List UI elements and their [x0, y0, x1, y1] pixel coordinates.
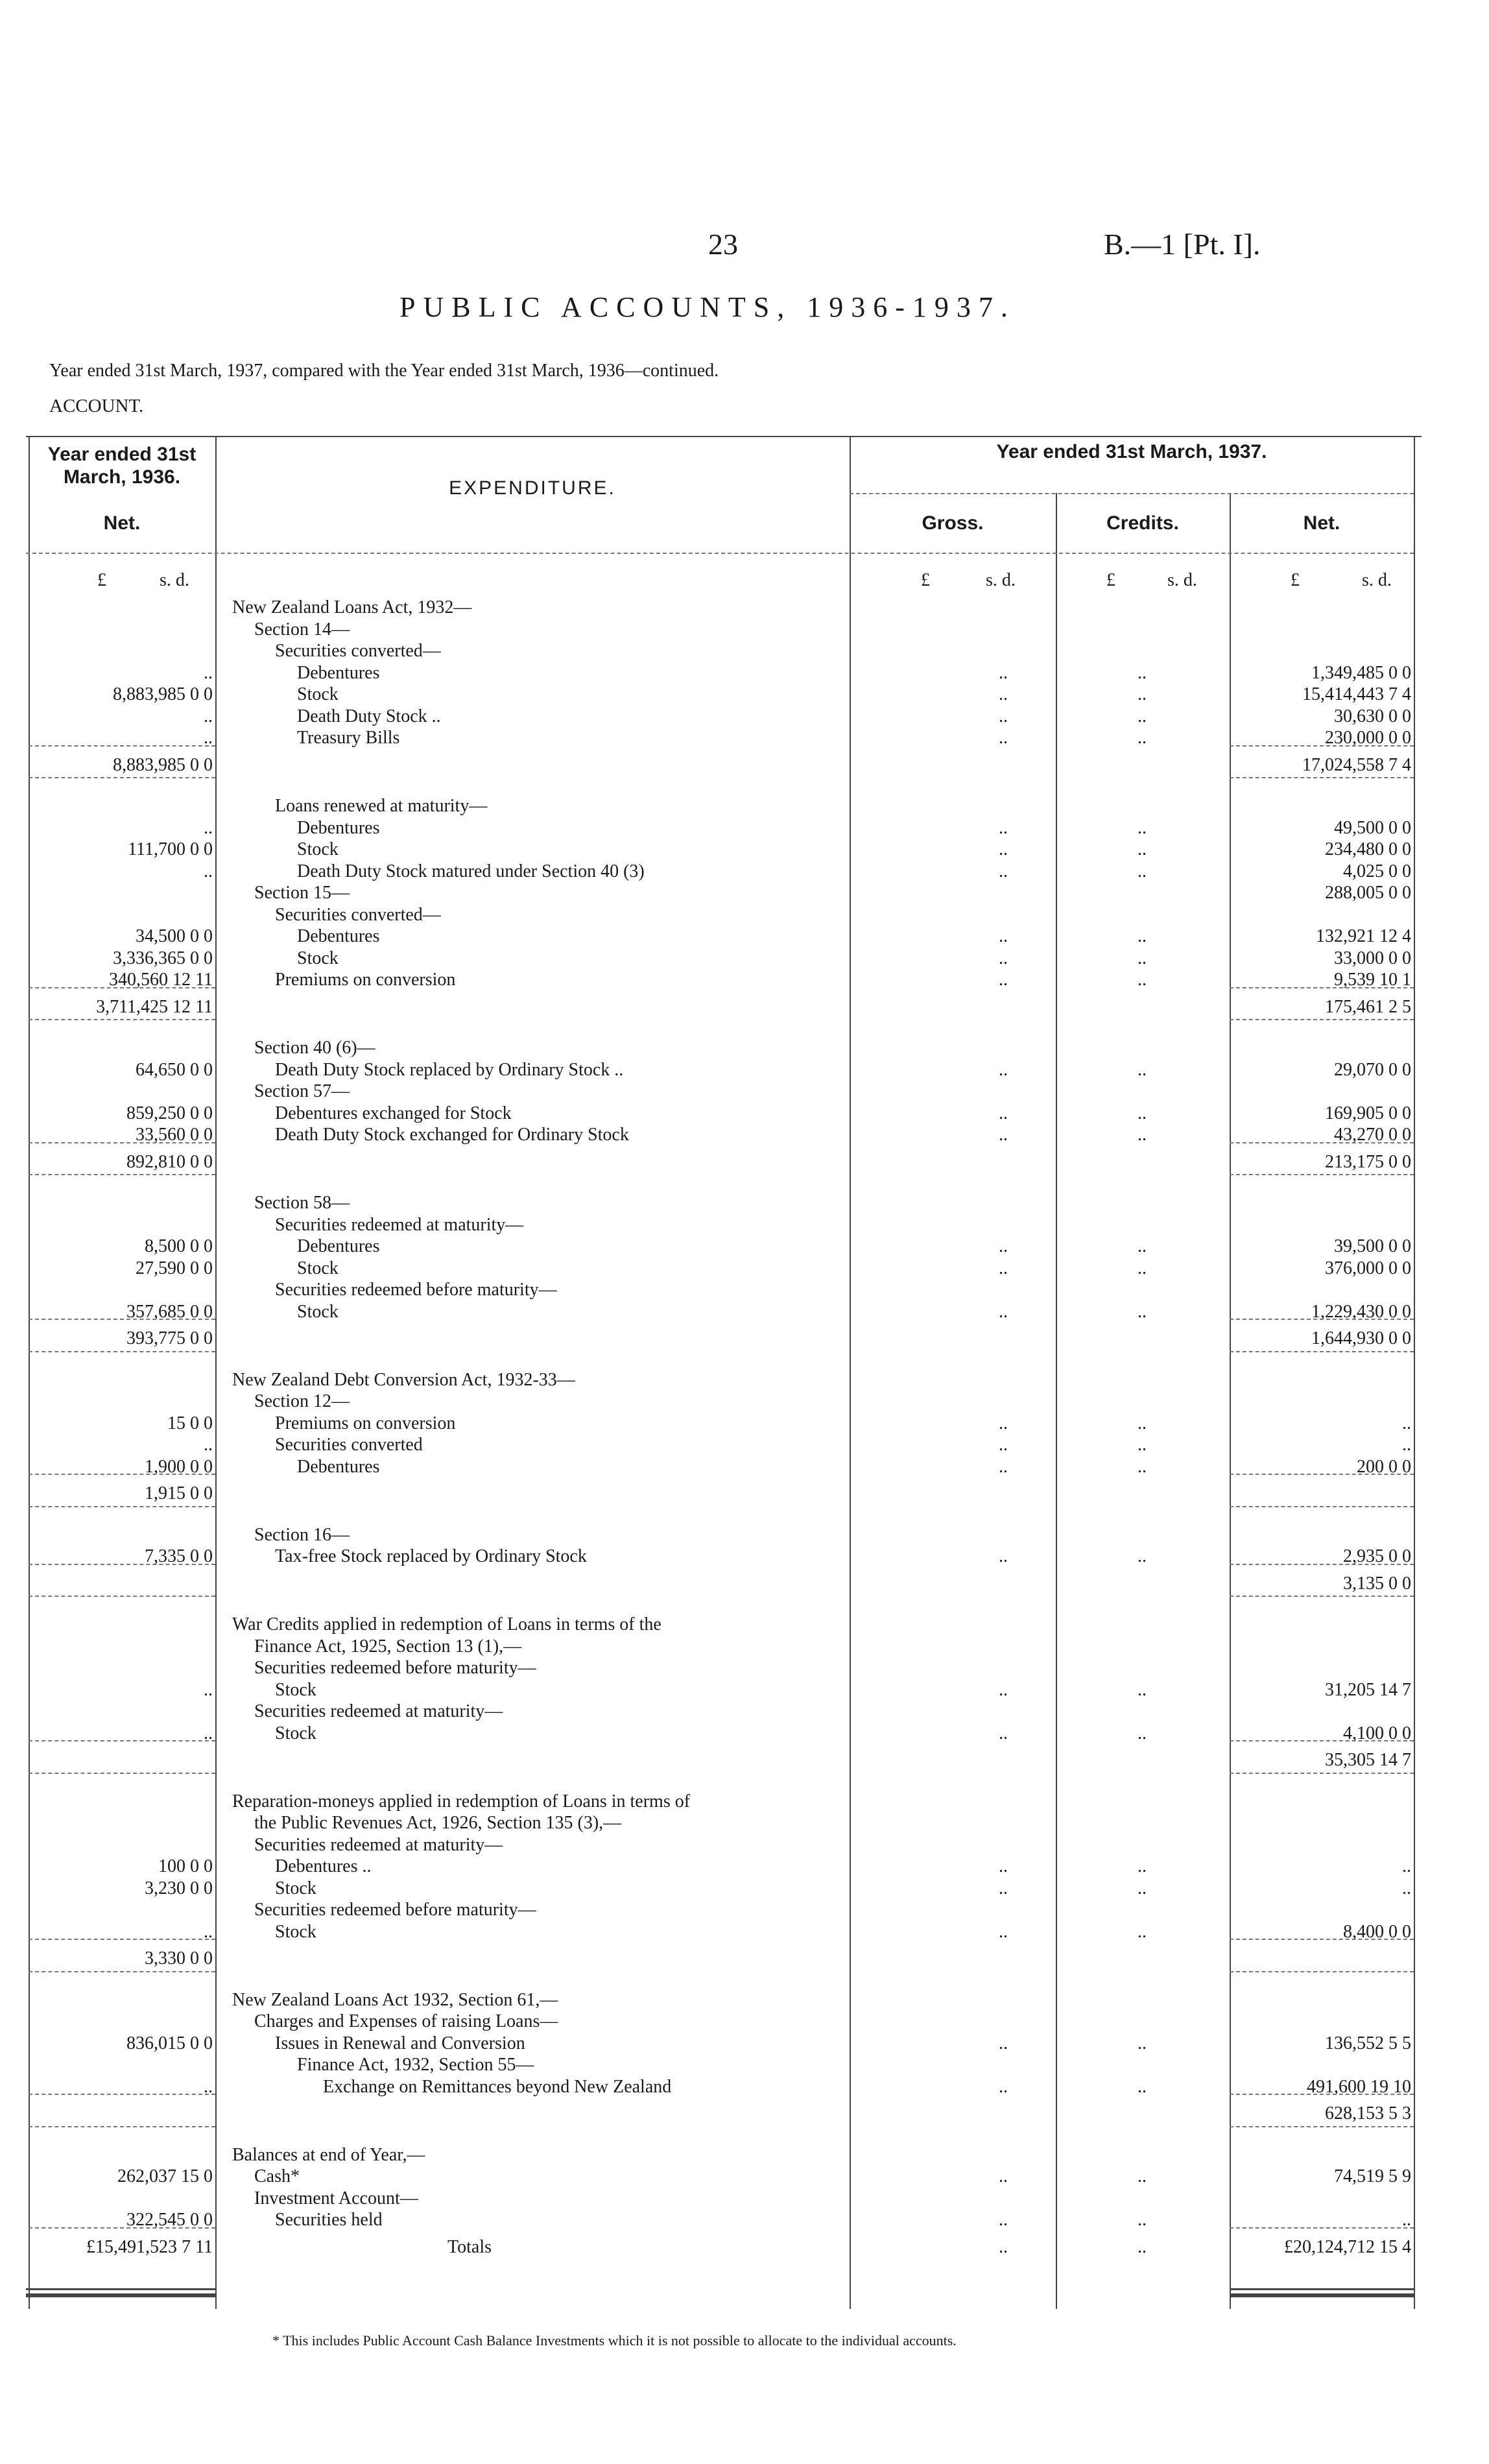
credits-value: .. [1138, 861, 1147, 881]
row-label: Death Duty Stock matured under Section 40 (3) [297, 861, 645, 881]
subtotal-rule [1230, 1506, 1414, 1507]
credits-value: .. [1138, 728, 1147, 748]
net-value: 213,175 0 0 [1325, 1151, 1411, 1172]
row-label: Stock [297, 684, 339, 704]
gross-value: .. [999, 662, 1008, 683]
prev-sd-unit: s. d. [160, 570, 189, 590]
row-label: Securities redeemed at maturity— [254, 1834, 503, 1855]
prev-net-value: 393,775 0 0 [126, 1328, 213, 1348]
row-label: Tax-free Stock replaced by Ordinary Stock [275, 1546, 587, 1566]
prev-net-value: 15 0 0 [167, 1413, 213, 1433]
prev-net-value: 1,915 0 0 [145, 1483, 213, 1503]
gross-value: .. [999, 1679, 1008, 1700]
prev-net-value: 340,560 12 11 [109, 970, 213, 990]
net-value: .. [1402, 1435, 1411, 1455]
subtotal-rule [1230, 1939, 1414, 1940]
net-value: £20,124,712 15 4 [1284, 2236, 1411, 2257]
prev-net-value: 7,335 0 0 [145, 1546, 213, 1566]
prev-net-value: 33,560 0 0 [136, 1125, 213, 1145]
row-label: Securities redeemed before maturity— [254, 1900, 536, 1920]
prev-net-value: £15,491,523 7 11 [86, 2236, 213, 2257]
row-label: Stock [297, 839, 339, 859]
subtotal-rule [1230, 1596, 1414, 1597]
credits-sd-unit: s. d. [1167, 570, 1197, 590]
prev-net-value: 3,230 0 0 [145, 1878, 213, 1898]
subtotal-rule [29, 1174, 215, 1175]
net-value: 8,400 0 0 [1343, 1921, 1411, 1942]
subtotal-rule [1230, 2126, 1414, 2127]
row-label: Stock [275, 1723, 316, 1743]
net-header: Net. [1303, 512, 1340, 534]
credits-value: .. [1138, 1878, 1147, 1898]
prev-net-value: 8,883,985 0 0 [113, 684, 213, 704]
credits-value: .. [1138, 2076, 1147, 2097]
net-value: 175,461 2 5 [1325, 996, 1411, 1017]
row-label: Investment Account— [254, 2188, 418, 2208]
net-value: 29,070 0 0 [1334, 1059, 1411, 1080]
gross-value: .. [999, 817, 1008, 838]
account-label: ACCOUNT. [49, 396, 144, 416]
net-value: 376,000 0 0 [1325, 1258, 1411, 1278]
net-value: 30,630 0 0 [1334, 706, 1411, 726]
subtotal-rule [1230, 1564, 1414, 1565]
credits-value: .. [1138, 1723, 1147, 1743]
row-label: Stock [275, 1921, 316, 1942]
row-label: Cash* [254, 2166, 300, 2186]
net-value: 74,519 5 9 [1334, 2166, 1411, 2186]
prev-net-value: 27,590 0 0 [136, 1258, 213, 1278]
prev-net-value: 1,900 0 0 [145, 1456, 213, 1477]
net-pound-unit: £ [1291, 570, 1300, 590]
credits-value: .. [1138, 926, 1147, 946]
row-label: Securities held [275, 2210, 383, 2230]
row-label: New Zealand Loans Act 1932, Section 61,— [232, 1989, 558, 2010]
row-label: Death Duty Stock .. [297, 706, 441, 726]
subtotal-rule [29, 987, 215, 988]
subtotal-rule [29, 745, 215, 747]
subtotal-rule [1230, 1174, 1414, 1175]
prev-net-value: 262,037 15 0 [117, 2166, 213, 2186]
row-label: Stock [297, 1258, 339, 1278]
gross-value: .. [999, 1546, 1008, 1566]
row-label: Securities converted— [275, 641, 441, 661]
credits-value: .. [1138, 706, 1147, 726]
net-value: 15,414,443 7 4 [1302, 684, 1411, 704]
gross-value: .. [999, 2166, 1008, 2186]
net-value: .. [1402, 1878, 1411, 1898]
credits-value: .. [1138, 1103, 1147, 1123]
row-label: Securities redeemed before maturity— [254, 1658, 536, 1678]
row-label: Premiums on conversion [275, 1413, 456, 1433]
prev-net-value: 8,500 0 0 [145, 1236, 213, 1256]
gross-value: .. [999, 1856, 1008, 1876]
gross-value: .. [999, 2033, 1008, 2053]
subtotal-rule [1230, 2094, 1414, 2095]
prev-net-value: .. [204, 1679, 213, 1700]
credits-value: .. [1138, 1856, 1147, 1876]
credits-value: .. [1138, 1059, 1147, 1080]
expenditure-header: EXPENDITURE. [449, 477, 616, 499]
credits-value: .. [1138, 1679, 1147, 1700]
net-value: 3,135 0 0 [1343, 1573, 1411, 1594]
row-label: Section 58— [254, 1193, 350, 1213]
credits-value: .. [1138, 684, 1147, 704]
row-label: Death Duty Stock replaced by Ordinary Stock .. [275, 1059, 624, 1080]
gross-value: .. [999, 1258, 1008, 1278]
gross-value: .. [999, 1125, 1008, 1145]
subtotal-rule [1230, 1142, 1414, 1143]
credits-value: .. [1138, 1125, 1147, 1145]
row-label: Debentures [297, 1236, 380, 1256]
credits-value: .. [1138, 1301, 1147, 1322]
row-label: Reparation-moneys applied in redemption of Loans in terms of [232, 1791, 691, 1812]
prev-net-value: 111,700 0 0 [128, 839, 213, 859]
row-label: Section 16— [254, 1524, 350, 1545]
prev-net-value: 3,336,365 0 0 [113, 948, 213, 968]
gross-value: .. [999, 684, 1008, 704]
prev-net-value: .. [204, 2076, 213, 2097]
credits-value: .. [1138, 1413, 1147, 1433]
prev-net-value: .. [204, 861, 213, 881]
subtotal-rule [29, 2126, 215, 2127]
row-label: Death Duty Stock exchanged for Ordinary Stock [275, 1125, 629, 1145]
gross-value: .. [999, 948, 1008, 968]
credits-value: .. [1138, 1236, 1147, 1256]
credits-value: .. [1138, 2166, 1147, 2186]
net-value: 35,305 14 7 [1325, 1750, 1411, 1770]
row-label: Section 40 (6)— [254, 1038, 375, 1058]
prev-net-value: 322,545 0 0 [126, 2210, 213, 2230]
subtotal-rule [29, 1351, 215, 1352]
credits-value: .. [1138, 948, 1147, 968]
credits-value: .. [1138, 1546, 1147, 1566]
subtotal-rule [29, 1474, 215, 1475]
net-value: 4,025 0 0 [1343, 861, 1411, 881]
net-value: 17,024,558 7 4 [1302, 754, 1411, 775]
gross-value: .. [999, 1413, 1008, 1433]
subtotal-rule [29, 1596, 215, 1597]
prev-net-value: .. [204, 817, 213, 838]
subtotal-rule [1230, 2227, 1414, 2229]
prev-year-header: Year ended 31st March, 1936. [47, 444, 197, 488]
prev-net-value: 34,500 0 0 [136, 926, 213, 946]
row-label: New Zealand Loans Act, 1932— [232, 597, 472, 617]
curr-year-header: Year ended 31st March, 1937. [996, 441, 1267, 462]
subtotal-rule [29, 1142, 215, 1143]
credits-value: .. [1138, 2033, 1147, 2053]
row-label: Section 15— [254, 883, 350, 903]
row-label: War Credits applied in redemption of Loans in terms of the [232, 1614, 661, 1634]
gross-value: .. [999, 861, 1008, 881]
gross-value: .. [999, 1723, 1008, 1743]
gross-value: .. [999, 2210, 1008, 2230]
net-value: .. [1402, 1856, 1411, 1876]
footnote: * This includes Public Account Cash Balance Investments which it is not possible to allocate to the individual accounts. [272, 2332, 957, 2349]
row-label: Section 14— [254, 619, 350, 640]
prev-net-value: 64,650 0 0 [136, 1059, 213, 1080]
gross-pound-unit: £ [921, 570, 930, 590]
prev-net-value: .. [204, 706, 213, 726]
prev-net-value: 357,685 0 0 [126, 1301, 213, 1322]
net-value: 31,205 14 7 [1325, 1679, 1411, 1700]
gross-value: .. [999, 839, 1008, 859]
net-sd-unit: s. d. [1362, 570, 1392, 590]
credits-value: .. [1138, 1258, 1147, 1278]
net-value: 9,539 10 1 [1334, 970, 1411, 990]
subtotal-rule [1230, 1019, 1414, 1020]
prev-net-header: Net. [103, 512, 141, 534]
row-label: Issues in Renewal and Conversion [275, 2033, 525, 2053]
row-label: Stock [297, 948, 339, 968]
subtotal-rule [29, 1506, 215, 1507]
prev-net-value: 3,330 0 0 [145, 1948, 213, 1968]
prev-net-value: 8,883,985 0 0 [113, 754, 213, 775]
net-value: .. [1402, 1413, 1411, 1433]
credits-value: .. [1138, 839, 1147, 859]
row-label: Stock [275, 1878, 316, 1898]
net-value: 132,921 12 4 [1316, 926, 1411, 946]
subtotal-rule [1230, 987, 1414, 988]
prev-net-value: .. [204, 1435, 213, 1455]
prev-net-value: 100 0 0 [158, 1856, 213, 1876]
subtotal-rule [29, 1019, 215, 1020]
net-value: 491,600 19 10 [1307, 2076, 1411, 2097]
gross-value: .. [999, 1301, 1008, 1322]
prev-net-value: .. [204, 662, 213, 683]
prev-net-value: 3,711,425 12 11 [96, 996, 213, 1017]
subtotal-rule [29, 2227, 215, 2229]
row-label: Treasury Bills [297, 728, 400, 748]
credits-value: .. [1138, 817, 1147, 838]
gross-value: .. [999, 1921, 1008, 1942]
row-label: Section 12— [254, 1391, 350, 1411]
row-label: Charges and Expenses of raising Loans— [254, 2011, 558, 2031]
gross-value: .. [999, 926, 1008, 946]
subtotal-rule [1230, 1319, 1414, 1320]
page-number: 23 [708, 228, 738, 261]
subtotal-rule [1230, 1351, 1414, 1352]
row-label: Securities converted— [275, 904, 441, 925]
row-label: Securities redeemed at maturity— [254, 1701, 503, 1721]
gross-value: .. [999, 1236, 1008, 1256]
gross-value: .. [999, 970, 1008, 990]
prev-pound-unit: £ [97, 570, 106, 590]
subtotal-rule [1230, 745, 1414, 747]
prev-net-value: .. [204, 1921, 213, 1942]
subtotal-rule [29, 1773, 215, 1774]
prev-net-value: 836,015 0 0 [126, 2033, 213, 2053]
credits-value: .. [1138, 1921, 1147, 1942]
row-label: Balances at end of Year,— [232, 2144, 425, 2165]
prev-net-value: 892,810 0 0 [126, 1151, 213, 1172]
credits-value: .. [1138, 1456, 1147, 1477]
net-value: 200 0 0 [1357, 1456, 1411, 1477]
net-value: 628,153 5 3 [1325, 2103, 1411, 2123]
gross-value: .. [999, 1435, 1008, 1455]
credits-value: .. [1138, 2236, 1147, 2257]
gross-value: .. [999, 728, 1008, 748]
prev-net-value: .. [204, 728, 213, 748]
row-label: Securities redeemed before maturity— [275, 1280, 557, 1300]
net-value: 39,500 0 0 [1334, 1236, 1411, 1256]
credits-pound-unit: £ [1106, 570, 1115, 590]
row-label: Debentures [297, 1456, 380, 1477]
gross-value: .. [999, 1456, 1008, 1477]
credits-value: .. [1138, 970, 1147, 990]
subtotal-rule [29, 1740, 215, 1741]
net-value: 43,270 0 0 [1334, 1125, 1411, 1145]
prev-net-value: .. [204, 1723, 213, 1743]
subtotal-rule [29, 1564, 215, 1565]
net-value: 288,005 0 0 [1325, 883, 1411, 903]
row-label: Finance Act, 1925, Section 13 (1),— [254, 1636, 522, 1657]
row-label: Stock [297, 1301, 339, 1322]
table-caption: Year ended 31st March, 1937, compared with the Year ended 31st March, 1936—continued. [49, 361, 719, 381]
row-label: Debentures [297, 662, 380, 683]
subtotal-rule [1230, 1740, 1414, 1741]
row-label: Finance Act, 1932, Section 55— [297, 2055, 534, 2075]
subtotal-rule [29, 777, 215, 778]
row-label: New Zealand Debt Conversion Act, 1932-33— [232, 1369, 575, 1390]
gross-header: Gross. [922, 512, 984, 534]
credits-value: .. [1138, 1435, 1147, 1455]
gross-value: .. [999, 706, 1008, 726]
row-label: Debentures [297, 926, 380, 946]
credits-header: Credits. [1106, 512, 1179, 534]
gross-value: .. [999, 1103, 1008, 1123]
net-value: 136,552 5 5 [1325, 2033, 1411, 2053]
row-label: Loans renewed at maturity— [275, 796, 488, 816]
gross-value: .. [999, 1059, 1008, 1080]
subtotal-rule [29, 1971, 215, 1972]
subtotal-rule [1230, 1773, 1414, 1774]
net-value: 4,100 0 0 [1343, 1723, 1411, 1743]
net-value: 33,000 0 0 [1334, 948, 1411, 968]
net-value: 1,229,430 0 0 [1311, 1301, 1411, 1322]
row-label: Debentures .. [275, 1856, 372, 1876]
net-value: 1,349,485 0 0 [1311, 662, 1411, 683]
row-label: the Public Revenues Act, 1926, Section 135 (3),— [254, 1813, 622, 1833]
gross-value: .. [999, 2236, 1008, 2257]
net-value: 234,480 0 0 [1325, 839, 1411, 859]
document-reference: B.—1 [Pt. I]. [1104, 228, 1261, 261]
subtotal-rule [29, 2094, 215, 2095]
net-value: 2,935 0 0 [1343, 1546, 1411, 1566]
credits-value: .. [1138, 662, 1147, 683]
gross-value: .. [999, 2076, 1008, 2097]
net-value: 1,644,930 0 0 [1311, 1328, 1411, 1348]
net-value: 169,905 0 0 [1325, 1103, 1411, 1123]
prev-net-value: 859,250 0 0 [126, 1103, 213, 1123]
subtotal-rule [29, 1319, 215, 1320]
credits-value: .. [1138, 2210, 1147, 2230]
row-label: Exchange on Remittances beyond New Zealand [323, 2076, 672, 2097]
row-label: Securities converted [275, 1435, 423, 1455]
subtotal-rule [1230, 1971, 1414, 1972]
totals-label: Totals [447, 2236, 492, 2257]
subtotal-rule [1230, 777, 1414, 778]
row-label: Stock [275, 1679, 316, 1700]
net-value: 49,500 0 0 [1334, 817, 1411, 838]
net-value: 230,000 0 0 [1325, 728, 1411, 748]
gross-sd-unit: s. d. [986, 570, 1016, 590]
row-label: Section 57— [254, 1081, 350, 1101]
net-value: .. [1402, 2210, 1411, 2230]
subtotal-rule [29, 1939, 215, 1940]
subtotal-rule [1230, 1474, 1414, 1475]
page-title: PUBLIC ACCOUNTS, 1936-1937. [399, 291, 1016, 323]
row-label: Debentures exchanged for Stock [275, 1103, 512, 1123]
row-label: Debentures [297, 817, 380, 838]
row-label: Premiums on conversion [275, 970, 456, 990]
row-label: Securities redeemed at maturity— [275, 1214, 524, 1235]
gross-value: .. [999, 1878, 1008, 1898]
